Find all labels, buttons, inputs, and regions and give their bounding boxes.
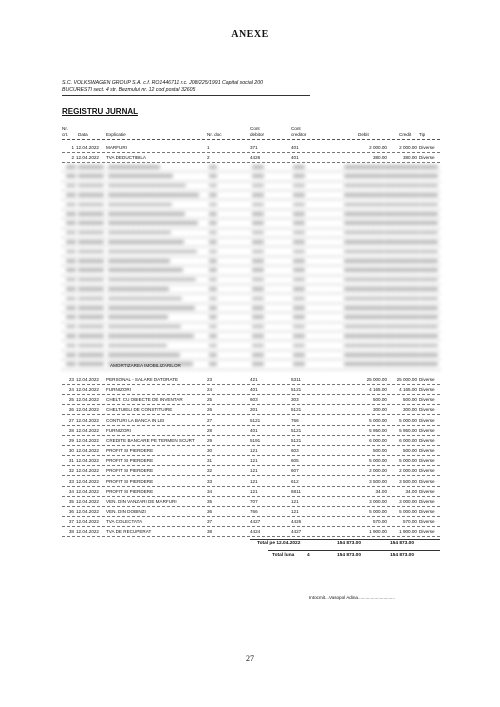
- cell-explicatie: FURNIZORI: [106, 427, 132, 433]
- table-row: [62, 405, 440, 415]
- cell-credit: 1 900.00: [399, 529, 417, 535]
- cell-doc: 37: [207, 519, 213, 525]
- blurred-row: [62, 182, 440, 191]
- cell-tip: Diverse: [419, 377, 435, 382]
- month-total-debit: 154 873.00: [337, 553, 362, 558]
- cell-credit: 5 950.00: [399, 427, 417, 433]
- cell-nr: 36: [68, 508, 74, 514]
- cell-debit: 5 950.00: [369, 427, 387, 433]
- cell-nr: 30: [68, 448, 74, 454]
- cell-explicatie: PERSONAL - SALARII DATORATE: [106, 377, 179, 382]
- cell-debitor: 5121: [250, 417, 261, 423]
- cell-data: 12.04.2022: [76, 387, 99, 393]
- cell-debit: 3 000.00: [369, 498, 387, 504]
- cell-doc: 25: [207, 397, 213, 403]
- blurred-row: [62, 191, 440, 200]
- cell-nr: 2: [71, 155, 74, 160]
- cell-nr: 27: [68, 417, 74, 423]
- cell-creditor: 5121: [291, 427, 302, 433]
- blurred-row: [62, 163, 440, 172]
- cell-debitor: 766: [250, 508, 258, 514]
- blurred-row: [62, 172, 440, 181]
- cell-credit: 2 000.00: [399, 145, 417, 150]
- cell-tip: Diverse: [419, 508, 435, 514]
- cell-tip: Diverse: [419, 468, 435, 474]
- cell-creditor: 4426: [291, 519, 302, 525]
- cell-debit: 380.00: [372, 155, 387, 160]
- blurred-row: [62, 313, 440, 322]
- cell-data: 12.04.2022: [76, 498, 99, 504]
- cell-credit: 300.00: [402, 407, 417, 413]
- company-underline: [62, 95, 310, 96]
- cell-data: 12.04.2022: [76, 407, 99, 413]
- cell-debitor: 401: [250, 427, 258, 433]
- header-tip: Tip: [419, 132, 426, 137]
- month-rule: [268, 550, 440, 551]
- cell-nr: 32: [68, 468, 74, 474]
- cell-nr: 23: [68, 377, 74, 382]
- cell-creditor: 121: [291, 498, 299, 504]
- cell-doc: 34: [207, 488, 213, 494]
- cell-debitor: 121: [250, 458, 258, 464]
- cell-explicatie: PROFIT SI PIERDERE: [106, 488, 154, 494]
- cell-doc: 35: [207, 498, 213, 504]
- cell-nr: 35: [68, 498, 74, 504]
- blurred-row: [62, 295, 440, 304]
- cell-debit: 6 000.00: [369, 437, 387, 443]
- cell-debit: 500.00: [372, 448, 387, 454]
- cell-data: 12.04.2022: [76, 458, 99, 464]
- cell-creditor: 5311: [291, 377, 301, 382]
- cell-creditor: 605: [291, 458, 299, 464]
- day-total-credit: 154 873.00: [390, 541, 415, 546]
- header-crt: crt.: [62, 132, 69, 137]
- cell-explicatie: PROFIT SI PIERDERE: [106, 448, 154, 454]
- cell-debit: 570.00: [372, 519, 387, 525]
- blurred-row: [62, 248, 440, 257]
- cell-explicatie: CREDITE BANCARE PE TERMEN SCURT: [106, 437, 195, 443]
- company-details: [62, 80, 263, 94]
- blurred-row: [62, 323, 440, 332]
- blurred-row: [62, 266, 440, 275]
- cell-debit: 34.00: [375, 488, 387, 494]
- cell-tip: Diverse: [419, 498, 435, 504]
- blurred-row: [62, 285, 440, 294]
- cell-tip: Diverse: [419, 529, 435, 535]
- header-cont-debitor: Cont: [250, 126, 260, 131]
- table-row: [62, 416, 440, 426]
- cell-doc: 30: [207, 448, 213, 454]
- cell-nr: 34: [68, 488, 74, 494]
- cell-tip: Diverse: [419, 155, 435, 160]
- cell-debit: 5 000.00: [369, 417, 387, 423]
- cell-debit: 4 165.00: [369, 387, 387, 393]
- cell-tip: Diverse: [419, 387, 435, 393]
- header-credit: Credit: [399, 132, 412, 137]
- company-line-2: BUCURESTI sect. 4 str. Bezmului nr. 12 cod postal 32605: [62, 87, 196, 93]
- blurred-row: [62, 210, 440, 219]
- cell-creditor: 612: [291, 478, 299, 484]
- cell-creditor: 121: [291, 508, 299, 514]
- cell-data: 12.04.2022: [76, 397, 99, 403]
- month-total-number: 4: [307, 553, 310, 558]
- cell-data: 12.04.2022: [76, 508, 99, 514]
- header-debit: Debit: [358, 132, 369, 137]
- table-row: [62, 385, 440, 395]
- header-nr: Nr.: [62, 126, 68, 131]
- cell-debitor: 121: [250, 478, 258, 484]
- cell-debitor: 4424: [250, 529, 261, 535]
- cell-credit: 5 000.00: [399, 508, 417, 514]
- cell-data: 12.04.2022: [76, 377, 99, 382]
- cell-debitor: 121: [250, 468, 258, 474]
- table-row: [62, 487, 440, 497]
- cell-tip: Diverse: [419, 448, 435, 454]
- cell-credit: 3 000.00: [399, 498, 417, 504]
- cell-data: 12.04.2022: [76, 529, 99, 535]
- cell-credit: 34.00: [405, 488, 417, 494]
- cell-data: 12.04.2022: [76, 437, 99, 443]
- table-row: [62, 375, 440, 385]
- cell-tip: Diverse: [419, 458, 435, 464]
- cell-doc: 38: [207, 529, 213, 535]
- cell-tip: Diverse: [419, 427, 435, 433]
- cell-debitor: 4427: [250, 519, 261, 525]
- cell-creditor: 766: [291, 417, 299, 423]
- cell-debit: 2 000.00: [369, 468, 387, 474]
- cell-debit: 5 000.00: [369, 508, 387, 514]
- cell-tip: Diverse: [419, 437, 435, 443]
- cell-doc: 27: [207, 417, 213, 423]
- blurred-row: [62, 238, 440, 247]
- cell-explicatie: TVA COLECTATA: [106, 519, 143, 525]
- cell-data: 12.04.2022: [76, 488, 99, 494]
- cell-data: 12.04.2022: [76, 519, 99, 525]
- cell-credit: 500.00: [402, 448, 417, 454]
- cell-tip: Diverse: [419, 397, 435, 403]
- cell-debitor: 401: [250, 387, 258, 393]
- cell-debit: 5 000.00: [369, 458, 387, 464]
- header-cont-creditor: Cont: [291, 126, 301, 131]
- blurred-row: [62, 276, 440, 285]
- month-total-credit: 154 873.00: [390, 553, 415, 558]
- register-title: REGISTRU JURNAL: [62, 107, 139, 116]
- cell-tip: Diverse: [419, 417, 435, 423]
- cell-doc: 1: [207, 145, 210, 150]
- cell-explicatie: VEN. DIN DOBINZI: [106, 508, 146, 514]
- cell-credit: 5 000.00: [399, 458, 417, 464]
- cell-debitor: 4426: [250, 155, 261, 160]
- cell-doc: 29: [207, 437, 213, 443]
- cell-credit: 570.00: [402, 519, 417, 525]
- cell-creditor: 5121: [291, 387, 302, 393]
- cell-explicatie: CHELTUIELI DE CONSTITUIRE: [106, 407, 173, 413]
- row-separator: [62, 536, 440, 537]
- cell-nr: 37: [68, 519, 74, 525]
- cell-debitor: 707: [250, 498, 258, 504]
- cell-doc: 23: [207, 377, 213, 382]
- cell-debitor: 121: [250, 488, 258, 494]
- cell-creditor: 303: [291, 397, 299, 403]
- cell-credit: 2 000.00: [399, 468, 417, 474]
- blurred-row: [62, 332, 440, 341]
- amortization-row-label: AMORTIZAREA IMOBILIZARILOR: [110, 363, 181, 368]
- cell-nr: 25: [68, 397, 74, 403]
- table-row: [62, 456, 440, 466]
- day-total-debit: 154 873.00: [337, 541, 362, 546]
- table-row: [62, 507, 440, 517]
- cell-data: 12.04.2022: [76, 427, 99, 433]
- header-explicatie: Explicatie: [106, 132, 126, 137]
- cell-nr: 29: [68, 437, 74, 443]
- cell-debit: 1 900.00: [369, 529, 387, 535]
- totals-rule: [250, 539, 440, 540]
- blurred-row: [62, 304, 440, 313]
- blurred-row: [62, 201, 440, 210]
- blurred-row: [62, 257, 440, 266]
- cell-doc: 26: [207, 407, 213, 413]
- table-row: [62, 143, 440, 153]
- cell-debit: 25 000.00: [366, 377, 387, 382]
- cell-credit: 5 000.00: [399, 417, 417, 423]
- blurred-rows: [62, 163, 440, 370]
- cell-data: 12.04.2022: [76, 478, 99, 484]
- cell-credit: 3 500.00: [399, 478, 417, 484]
- cell-data: 12.04.2022: [76, 155, 99, 160]
- cell-data: 12.04.2022: [76, 448, 99, 454]
- cell-explicatie: PROFIT SI PIERDERE: [106, 478, 154, 484]
- cell-doc: 33: [207, 478, 213, 484]
- page-number: 27: [246, 654, 254, 663]
- cell-debit: 500.00: [372, 397, 387, 403]
- cell-explicatie: PROFIT SI PIERDERE: [106, 468, 154, 474]
- cell-explicatie: FURNIZORI: [106, 387, 132, 393]
- blurred-row: [62, 229, 440, 238]
- cell-tip: Diverse: [419, 407, 435, 413]
- cell-doc: 31: [207, 458, 213, 464]
- table-row: [62, 477, 440, 487]
- cell-creditor: 5121: [291, 407, 302, 413]
- table-row: [62, 446, 440, 456]
- company-line-1: S.C. VOLKSWAGEN GROUP S.A. c.f. RO1446711 r.c. J08/225/1991 Capital social 200: [62, 80, 263, 86]
- cell-explicatie: TVA DEDUCTIBILA: [106, 155, 146, 160]
- table-row: [62, 395, 440, 405]
- header-debitor: debitor: [250, 132, 265, 137]
- day-total-label: Total pe 12.04.2022: [257, 541, 301, 546]
- cell-nr: 28: [68, 427, 74, 433]
- cell-tip: Diverse: [419, 145, 435, 150]
- cell-creditor: 6811: [291, 488, 301, 494]
- cell-nr: 26: [68, 407, 74, 413]
- prepared-by: Intocmit...Vasopol Adina.............................: [309, 595, 395, 600]
- cell-tip: Diverse: [419, 519, 435, 525]
- cell-doc: 24: [207, 387, 213, 393]
- cell-nr: 33: [68, 478, 74, 484]
- cell-debitor: 121: [250, 448, 258, 454]
- cell-data: 12.04.2022: [76, 468, 99, 474]
- cell-debitor: 201: [250, 407, 258, 413]
- cell-debitor: 5191: [250, 437, 261, 443]
- cell-nr: 24: [68, 387, 74, 393]
- cell-tip: Diverse: [419, 488, 435, 494]
- cell-credit: 380.00: [402, 155, 417, 160]
- cell-debit: 300.00: [372, 407, 387, 413]
- blurred-row: [62, 342, 440, 351]
- table-row: [62, 426, 440, 436]
- blurred-row: [62, 351, 440, 360]
- cell-doc: 28: [207, 427, 213, 433]
- cell-nr: 31: [68, 458, 74, 464]
- table-row: [62, 527, 440, 537]
- cell-creditor: 401: [291, 155, 299, 160]
- cell-doc: 32: [207, 468, 213, 474]
- cell-creditor: 603: [291, 448, 299, 454]
- cell-debitor: 371: [250, 145, 258, 150]
- cell-debit: 3 500.00: [369, 478, 387, 484]
- cell-credit: 4 165.00: [399, 387, 417, 393]
- table-row: [62, 153, 440, 163]
- cell-data: 12.04.2022: [76, 417, 99, 423]
- cell-doc: 36: [207, 508, 213, 514]
- month-total-label: Total luna: [272, 553, 295, 558]
- header-nr-doc: Nr. doc: [207, 132, 222, 137]
- cell-credit: 25 000.00: [396, 377, 417, 382]
- cell-data: 12.04.2022: [76, 145, 99, 150]
- header-rule: [62, 139, 440, 140]
- cell-doc: 2: [207, 155, 210, 160]
- cell-nr: 1: [71, 145, 74, 150]
- cell-creditor: 5121: [291, 437, 302, 443]
- cell-explicatie: CHELT. CU OBIECTE DE INVENTAR: [106, 397, 183, 403]
- cell-credit: 6 000.00: [399, 437, 417, 443]
- cell-explicatie: MARFURI: [106, 145, 127, 150]
- page-heading: ANEXE: [231, 29, 269, 40]
- cell-nr: 38: [68, 529, 74, 535]
- cell-explicatie: TVA DE RECUPERAT: [106, 529, 152, 535]
- header-creditor: creditor: [291, 132, 307, 137]
- cell-explicatie: VEN. DIN VANZARI DE MARFURI: [106, 498, 177, 504]
- cell-explicatie: CONTURI LA BANCA IN LEI: [106, 417, 165, 423]
- cell-explicatie: PROFIT SI PIERDERE: [106, 458, 154, 464]
- table-row: [62, 517, 440, 527]
- table-row: [62, 466, 440, 476]
- blurred-row: [62, 219, 440, 228]
- cell-debitor: 603: [250, 397, 258, 403]
- cell-credit: 500.00: [402, 397, 417, 403]
- cell-debitor: 421: [250, 377, 258, 382]
- cell-creditor: 607: [291, 468, 299, 474]
- cell-debit: 2 000.00: [369, 145, 387, 150]
- table-row: [62, 497, 440, 507]
- cell-tip: Diverse: [419, 478, 435, 484]
- header-data: Data: [78, 132, 88, 137]
- cell-creditor: 401: [291, 145, 299, 150]
- cell-creditor: 4427: [291, 529, 302, 535]
- table-row: [62, 436, 440, 446]
